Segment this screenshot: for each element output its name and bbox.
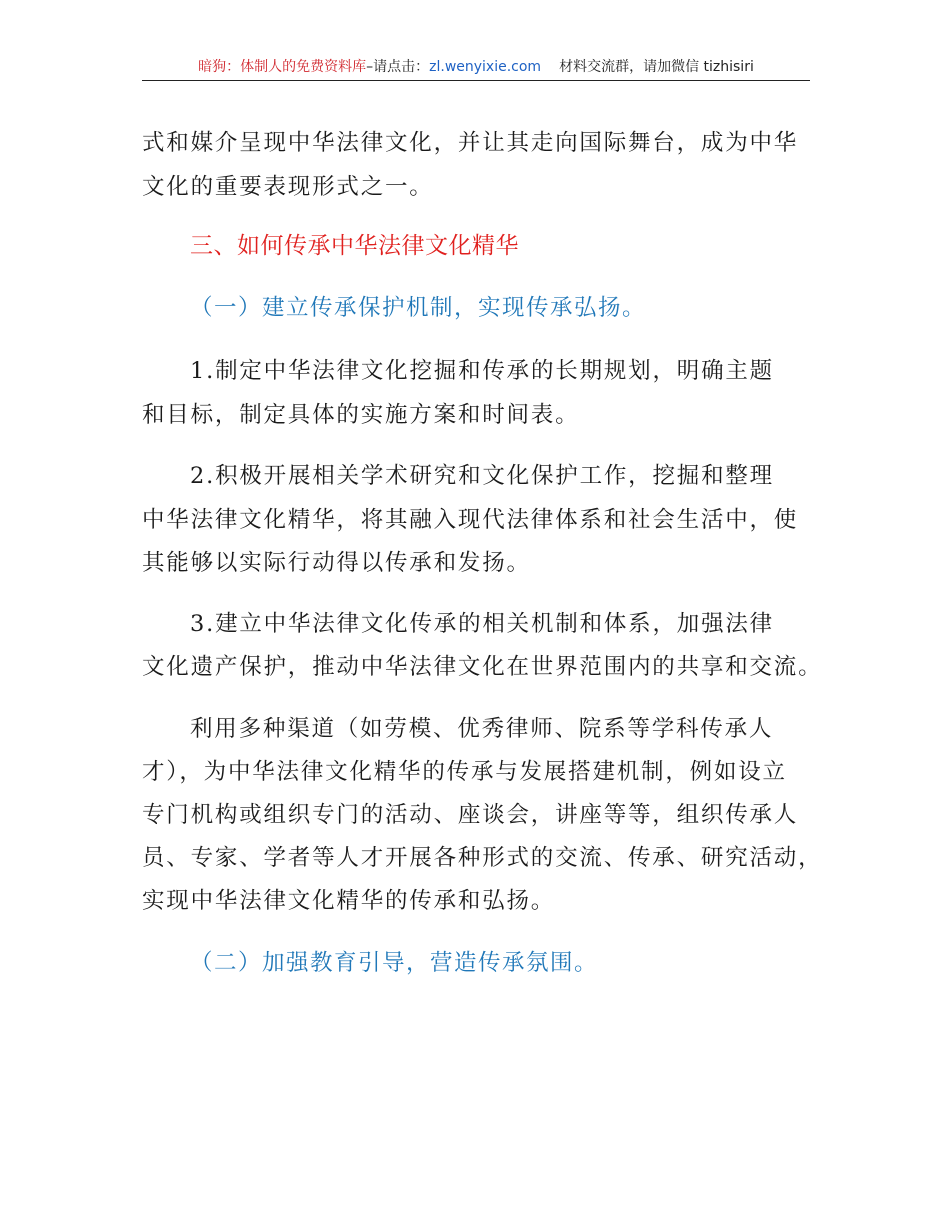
section-heading: 三、如何传承中华法律文化精华 xyxy=(190,233,519,259)
header-link[interactable]: zl.wenyixie.com xyxy=(429,59,542,75)
item-1-line-1: 1.制定中华法律文化挖掘和传承的长期规划，明确主题 xyxy=(190,358,774,384)
para-line-1: 利用多种渠道（如劳模、优秀律师、院系等学科传承人 xyxy=(190,716,774,742)
item-1-line-2: 和目标，制定具体的实施方案和时间表。 xyxy=(142,402,580,428)
item-2-line-3: 其能够以实际行动得以传承和发扬。 xyxy=(142,550,531,576)
intro-line-1: 式和媒介呈现中华法律文化，并让其走向国际舞台，成为中华 xyxy=(142,130,799,156)
item-2-line-2: 中华法律文化精华，将其融入现代法律体系和社会生活中，使 xyxy=(142,507,799,533)
header-wechat-note: 材料交流群，请加微信 tizhisiri xyxy=(559,59,754,75)
header-site-name: 暗狗：体制人的免费资料库 xyxy=(198,59,367,75)
item-3-line-1: 3.建立中华法律文化传承的相关机制和体系，加强法律 xyxy=(190,611,774,637)
header-click-prompt: –请点击： xyxy=(366,59,430,75)
para-line-5: 实现中华法律文化精华的传承和弘扬。 xyxy=(142,888,556,914)
para-line-3: 专门机构或组织专门的活动、座谈会，讲座等等，组织传承人 xyxy=(142,802,799,828)
page-header xyxy=(142,56,810,81)
subheading-2: （二）加强教育引导，营造传承氛围。 xyxy=(190,950,599,976)
item-3-line-2: 文化遗产保护，推动中华法律文化在世界范围内的共享和交流。 xyxy=(142,654,823,680)
subheading-1: （一）建立传承保护机制，实现传承弘扬。 xyxy=(190,295,647,321)
para-line-4: 员、专家、学者等人才开展各种形式的交流、传承、研究活动， xyxy=(142,845,823,871)
para-line-2: 才），为中华法律文化精华的传承与发展搭建机制，例如设立 xyxy=(142,759,787,785)
intro-line-2: 文化的重要表现形式之一。 xyxy=(142,174,434,200)
item-2-line-1: 2.积极开展相关学术研究和文化保护工作，挖掘和整理 xyxy=(190,463,774,489)
